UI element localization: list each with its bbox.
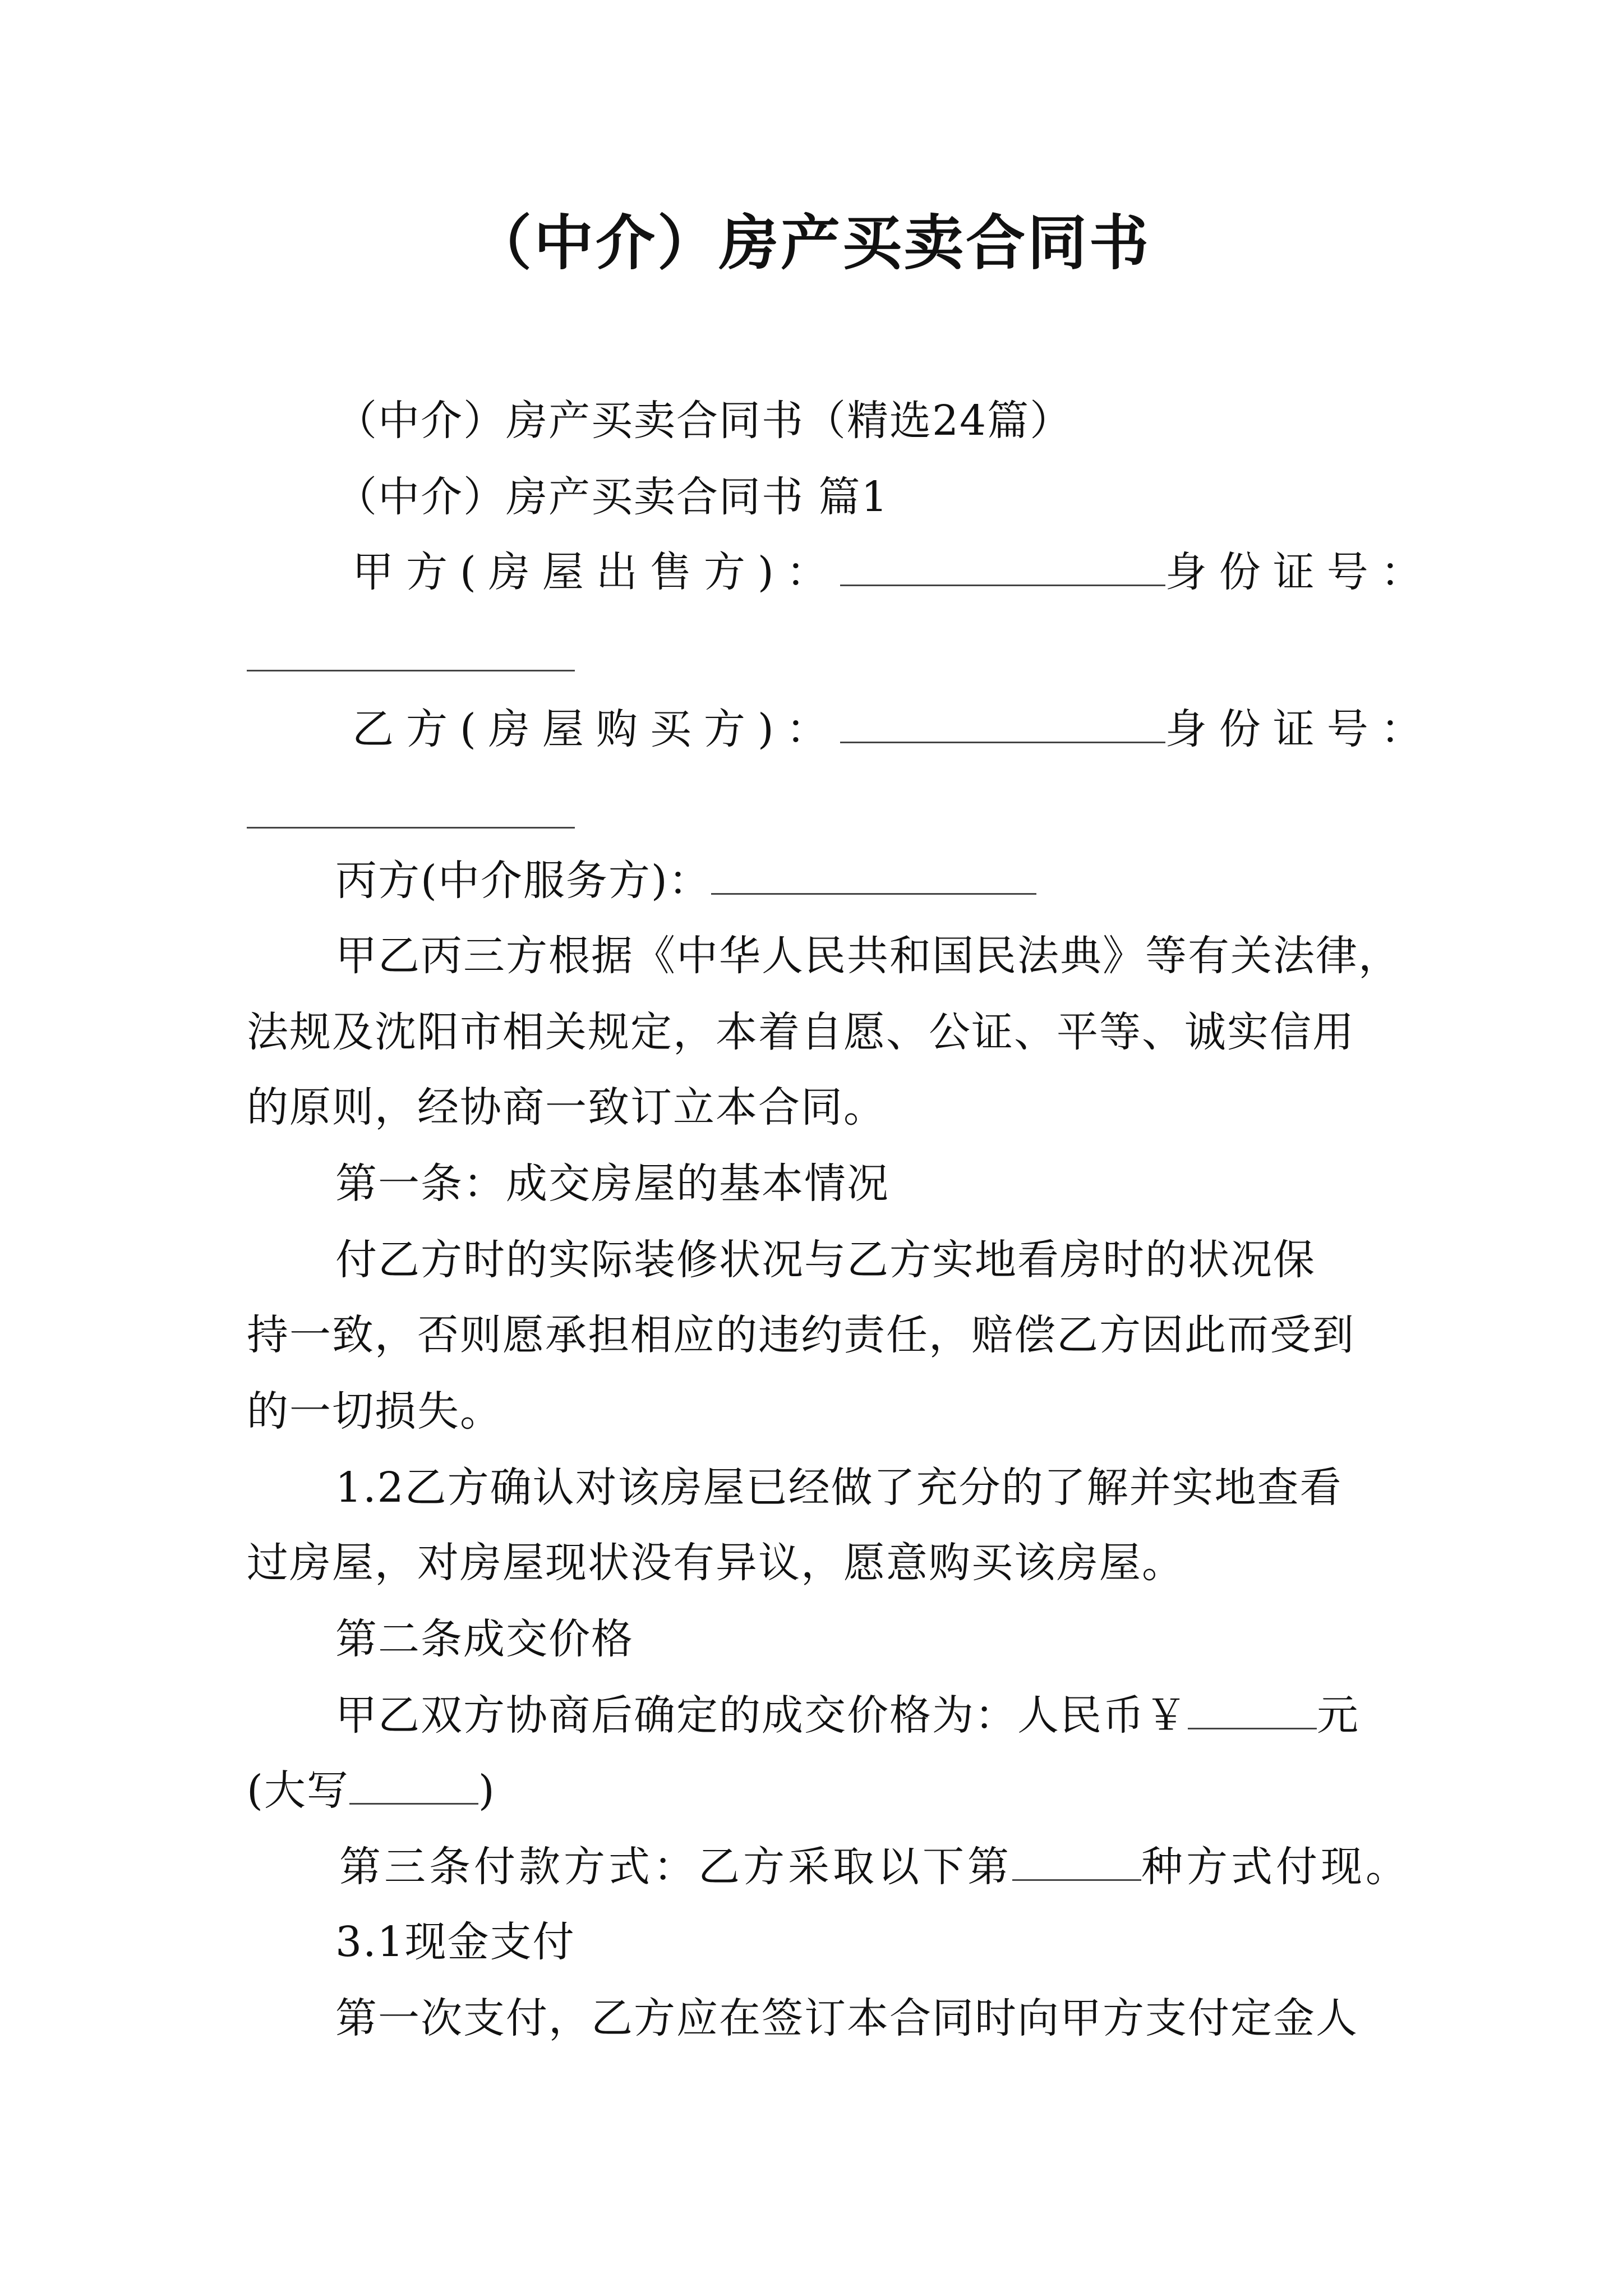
party-b-label: 乙方(房屋购买方)： bbox=[352, 705, 840, 753]
party-b-line bbox=[352, 701, 1435, 757]
chapter-heading: （中介）房产买卖合同书 篇1 bbox=[335, 473, 889, 521]
price-amount-blank[interactable] bbox=[1188, 1693, 1317, 1729]
party-a-label: 甲方(房屋出售方)： bbox=[352, 548, 840, 596]
price-unit: 元 bbox=[1317, 1691, 1359, 1740]
article-1-para-line-3: 的一切损失。 bbox=[247, 1387, 502, 1435]
price-uppercase-blank[interactable] bbox=[349, 1768, 478, 1805]
article-2-heading: 第二条成交价格 bbox=[335, 1615, 634, 1663]
party-c-name-blank[interactable] bbox=[711, 858, 1036, 895]
party-a-name-blank[interactable] bbox=[840, 550, 1165, 586]
party-b-id-label: 身份证号： bbox=[1165, 705, 1435, 753]
article-3-label: 第三条付款方式：乙方采取以下第 bbox=[339, 1843, 1012, 1891]
intro-line-2: 法规及沈阳市相关规定，本着自愿、公证、平等、诚实信用 bbox=[247, 1008, 1355, 1056]
intro-line-1: 甲乙丙三方根据《中华人民共和国民法典》等有关法律， bbox=[335, 932, 1401, 980]
party-a-id-blank[interactable] bbox=[247, 635, 575, 671]
party-a-id-label: 身份证号： bbox=[1165, 548, 1435, 596]
intro-line-3: 的原则，经协商一致订立本合同。 bbox=[247, 1083, 886, 1131]
party-b-name-blank[interactable] bbox=[840, 707, 1165, 743]
article-3-line bbox=[339, 1839, 1410, 1895]
payment-method-blank[interactable] bbox=[1012, 1844, 1141, 1881]
article-1-heading: 第一条：成交房屋的基本情况 bbox=[335, 1159, 889, 1208]
price-uppercase-label: (大写 bbox=[247, 1766, 349, 1815]
article-3-suffix: 种方式付现。 bbox=[1141, 1843, 1410, 1891]
price-uppercase-line bbox=[247, 1763, 496, 1819]
price-label: 甲乙双方协商后确定的成交价格为：人民币￥ bbox=[335, 1691, 1188, 1740]
clause-3-1-heading: 3.1现金支付 bbox=[335, 1918, 575, 1966]
party-b-id-blank[interactable] bbox=[247, 792, 575, 829]
price-line bbox=[335, 1687, 1359, 1743]
document-title: （中介）房产买卖合同书 bbox=[472, 208, 1151, 278]
party-c-line bbox=[335, 853, 1036, 909]
article-1-para-line-1: 付乙方时的实际装修状况与乙方实地看房时的状况保 bbox=[335, 1236, 1316, 1284]
clause-1-2-line-2: 过房屋，对房屋现状没有异议，愿意购买该房屋。 bbox=[247, 1539, 1184, 1587]
first-payment-line: 第一次支付，乙方应在签订本合同时向甲方支付定金人 bbox=[335, 1994, 1358, 2042]
price-uppercase-close: ) bbox=[478, 1766, 496, 1815]
party-c-label: 丙方(中介服务方)： bbox=[335, 857, 711, 905]
party-a-line bbox=[352, 544, 1435, 600]
subtitle: （中介）房产买卖合同书（精选24篇） bbox=[335, 397, 1073, 445]
article-1-para-line-2: 持一致，否则愿承担相应的违约责任，赔偿乙方因此而受到 bbox=[247, 1311, 1355, 1359]
clause-1-2-line-1: 1.2乙方确认对该房屋已经做了充分的了解并实地查看 bbox=[335, 1464, 1343, 1512]
